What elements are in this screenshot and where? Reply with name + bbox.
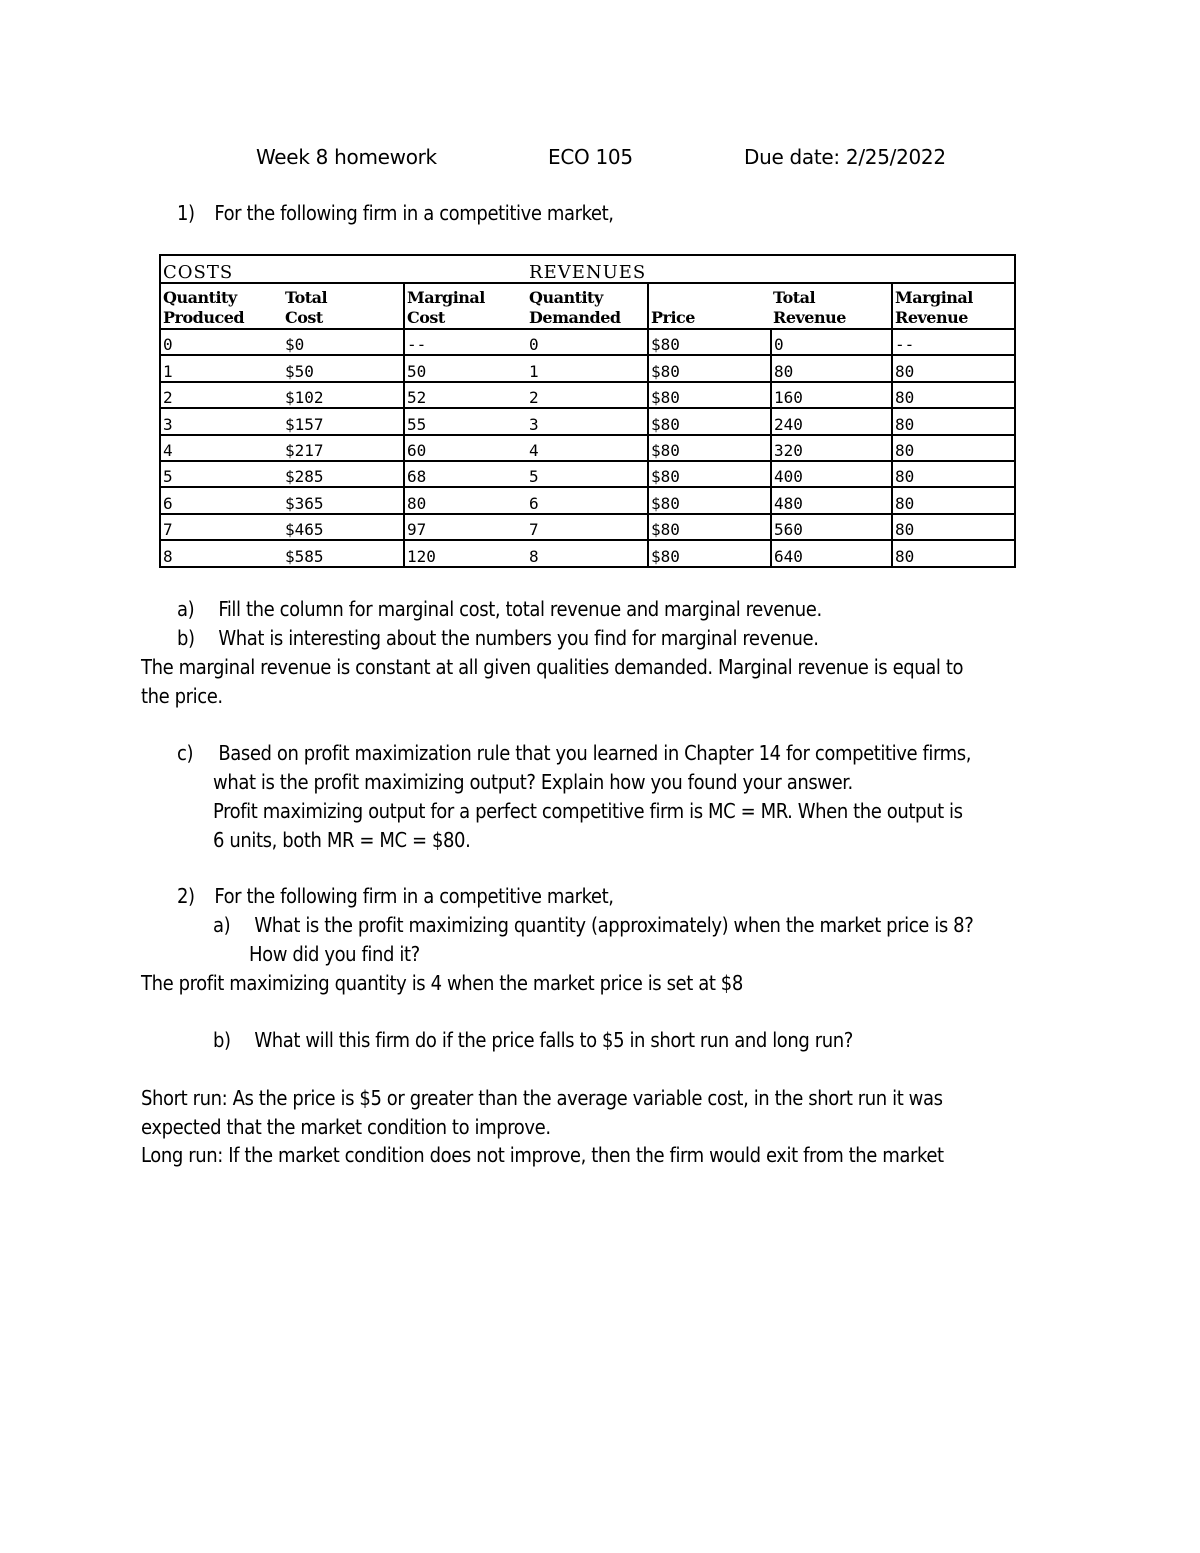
table-cell: $80: [648, 355, 771, 381]
table-cell: $102: [283, 382, 404, 408]
table-cell: 80: [892, 382, 1015, 408]
table-cell: 80: [892, 540, 1015, 566]
table-cell: $465: [283, 514, 404, 540]
question-2a-line-1: What is the profit maximizing quantity (approximately) when the market price is 8?: [254, 913, 974, 937]
column-header-line-2: Produced: [163, 308, 245, 327]
table-cell: 560: [771, 514, 892, 540]
question-1: [177, 199, 614, 228]
column-header-line-1: Total: [773, 288, 816, 307]
table-cell: 52: [404, 382, 527, 408]
homework-title: Week 8 homework: [256, 145, 437, 169]
table-cell: 2: [527, 382, 648, 408]
due-date: Due date: 2/25/2022: [744, 145, 946, 169]
question-2b: [213, 1026, 853, 1055]
table-cell: 7: [160, 514, 283, 540]
table-cell: 4: [527, 435, 648, 461]
table-cell: $80: [648, 408, 771, 434]
table-cell: 480: [771, 487, 892, 513]
question-1a-label: a): [177, 597, 195, 621]
answer-2b-short-run-line-2: expected that the market condition to improve.: [141, 1115, 551, 1139]
revenues-section-label: REVENUES: [527, 255, 1015, 283]
question-1b: [177, 624, 819, 653]
table-cell: 68: [404, 461, 527, 487]
answer-2b-short-run-line-1: Short run: As the price is $5 or greater than the average variable cost, in the short run it was: [141, 1086, 943, 1110]
table-cell: $157: [283, 408, 404, 434]
table-cell: $285: [283, 461, 404, 487]
table-cell: 4: [160, 435, 283, 461]
table-row: [160, 382, 1015, 408]
table-cell: 400: [771, 461, 892, 487]
table-cell: 60: [404, 435, 527, 461]
table-row: [160, 514, 1015, 540]
table-cell: 6: [160, 487, 283, 513]
table-cell: 80: [892, 435, 1015, 461]
costs-section-label: COSTS: [160, 255, 527, 283]
column-header-line-2: Revenue: [895, 308, 968, 327]
table-cell: 80: [892, 514, 1015, 540]
table-row: [160, 329, 1015, 355]
table-cell: $50: [283, 355, 404, 381]
table-section-row: [160, 255, 1015, 283]
table-cell: 1: [527, 355, 648, 381]
column-header-line-1: Quantity: [529, 288, 603, 307]
column-header: [404, 283, 527, 329]
question-1-number: 1): [177, 201, 195, 225]
question-1c: [177, 739, 971, 768]
table-cell: 0: [771, 329, 892, 355]
column-header-line-1: Total: [285, 288, 328, 307]
table-body: [160, 329, 1015, 567]
table-row: [160, 540, 1015, 566]
answer-2b-long-run: Long run: If the market condition does not improve, then the firm would exit from the market: [141, 1143, 944, 1167]
table-cell: 5: [527, 461, 648, 487]
table-cell: 8: [527, 540, 648, 566]
table-cell: 80: [404, 487, 527, 513]
column-header-line-2: Price: [651, 308, 695, 327]
question-1c-line-1: Based on profit maximization rule that you learned in Chapter 14 for competitive firms,: [218, 741, 972, 765]
table-cell: $365: [283, 487, 404, 513]
answer-1b-line-1: The marginal revenue is constant at all given qualities demanded. Marginal revenue is equal to: [141, 655, 964, 679]
column-header: [648, 283, 771, 329]
column-header-line-1: Marginal: [895, 288, 973, 307]
table-cell: 80: [892, 355, 1015, 381]
table-header-row: [160, 283, 1015, 329]
table-cell: 240: [771, 408, 892, 434]
question-1c-label: c): [177, 741, 194, 765]
table-cell: $585: [283, 540, 404, 566]
table-cell: $80: [648, 461, 771, 487]
answer-1c-line-2: 6 units, both MR = MC = $80.: [213, 828, 471, 852]
column-header: [283, 283, 404, 329]
question-1b-label: b): [177, 626, 195, 650]
table-cell: 50: [404, 355, 527, 381]
column-header-line-2: Revenue: [773, 308, 846, 327]
course-code: ECO 105: [548, 145, 633, 169]
question-2a-label: a): [213, 913, 231, 937]
table-cell: $80: [648, 435, 771, 461]
table-cell: 640: [771, 540, 892, 566]
answer-1b-line-2: the price.: [141, 684, 223, 708]
table-cell: 120: [404, 540, 527, 566]
table-cell: 80: [892, 408, 1015, 434]
table-cell: 97: [404, 514, 527, 540]
table-cell: 80: [892, 461, 1015, 487]
table-cell: 0: [527, 329, 648, 355]
table-cell: 55: [404, 408, 527, 434]
answer-1c-line-1: Profit maximizing output for a perfect competitive firm is MC = MR. When the output is: [213, 799, 963, 823]
table-cell: 3: [160, 408, 283, 434]
table-cell: $80: [648, 487, 771, 513]
column-header: [527, 283, 648, 329]
answer-2a: The profit maximizing quantity is 4 when the market price is set at $8: [141, 971, 743, 995]
column-header-line-1: Marginal: [407, 288, 485, 307]
question-1c-line-2: what is the profit maximizing output? Explain how you found your answer.: [213, 770, 853, 794]
table-cell: 7: [527, 514, 648, 540]
table-row: [160, 435, 1015, 461]
question-1a: [177, 595, 822, 624]
table-row: [160, 408, 1015, 434]
question-1b-text: What is interesting about the numbers you find for marginal revenue.: [218, 626, 819, 650]
table-row: [160, 461, 1015, 487]
table-cell: 5: [160, 461, 283, 487]
column-header: [771, 283, 892, 329]
question-2: [177, 882, 614, 911]
question-1-prompt: For the following firm in a competitive market,: [214, 201, 614, 225]
column-header-line-2: Cost: [285, 308, 323, 327]
table-cell: --: [892, 329, 1015, 355]
table-cell: $80: [648, 382, 771, 408]
table-cell: 160: [771, 382, 892, 408]
column-header-line-2: Cost: [407, 308, 445, 327]
table-cell: 0: [160, 329, 283, 355]
question-2b-text: What will this firm do if the price falls to $5 in short run and long run?: [254, 1028, 853, 1052]
question-2a-line-2: How did you find it?: [249, 942, 420, 966]
table-cell: 8: [160, 540, 283, 566]
column-header: [892, 283, 1015, 329]
table-cell: $80: [648, 329, 771, 355]
table-row: [160, 487, 1015, 513]
table-cell: 1: [160, 355, 283, 381]
table-cell: --: [404, 329, 527, 355]
table-cell: 3: [527, 408, 648, 434]
column-header: [160, 283, 283, 329]
table-cell: 80: [892, 487, 1015, 513]
cost-revenue-table: [159, 254, 1016, 568]
question-2a: [213, 911, 973, 940]
column-header-line-2: Demanded: [529, 308, 621, 327]
table-cell: $217: [283, 435, 404, 461]
table-cell: 320: [771, 435, 892, 461]
question-2-prompt: For the following firm in a competitive market,: [214, 884, 614, 908]
table-cell: 2: [160, 382, 283, 408]
table-cell: $80: [648, 540, 771, 566]
table-cell: 80: [771, 355, 892, 381]
question-2b-label: b): [213, 1028, 231, 1052]
table-cell: $0: [283, 329, 404, 355]
question-1a-text: Fill the column for marginal cost, total revenue and marginal revenue.: [218, 597, 822, 621]
table-cell: 6: [527, 487, 648, 513]
question-2-number: 2): [177, 884, 195, 908]
table-row: [160, 355, 1015, 381]
column-header-line-1: Quantity: [163, 288, 237, 307]
table-cell: $80: [648, 514, 771, 540]
